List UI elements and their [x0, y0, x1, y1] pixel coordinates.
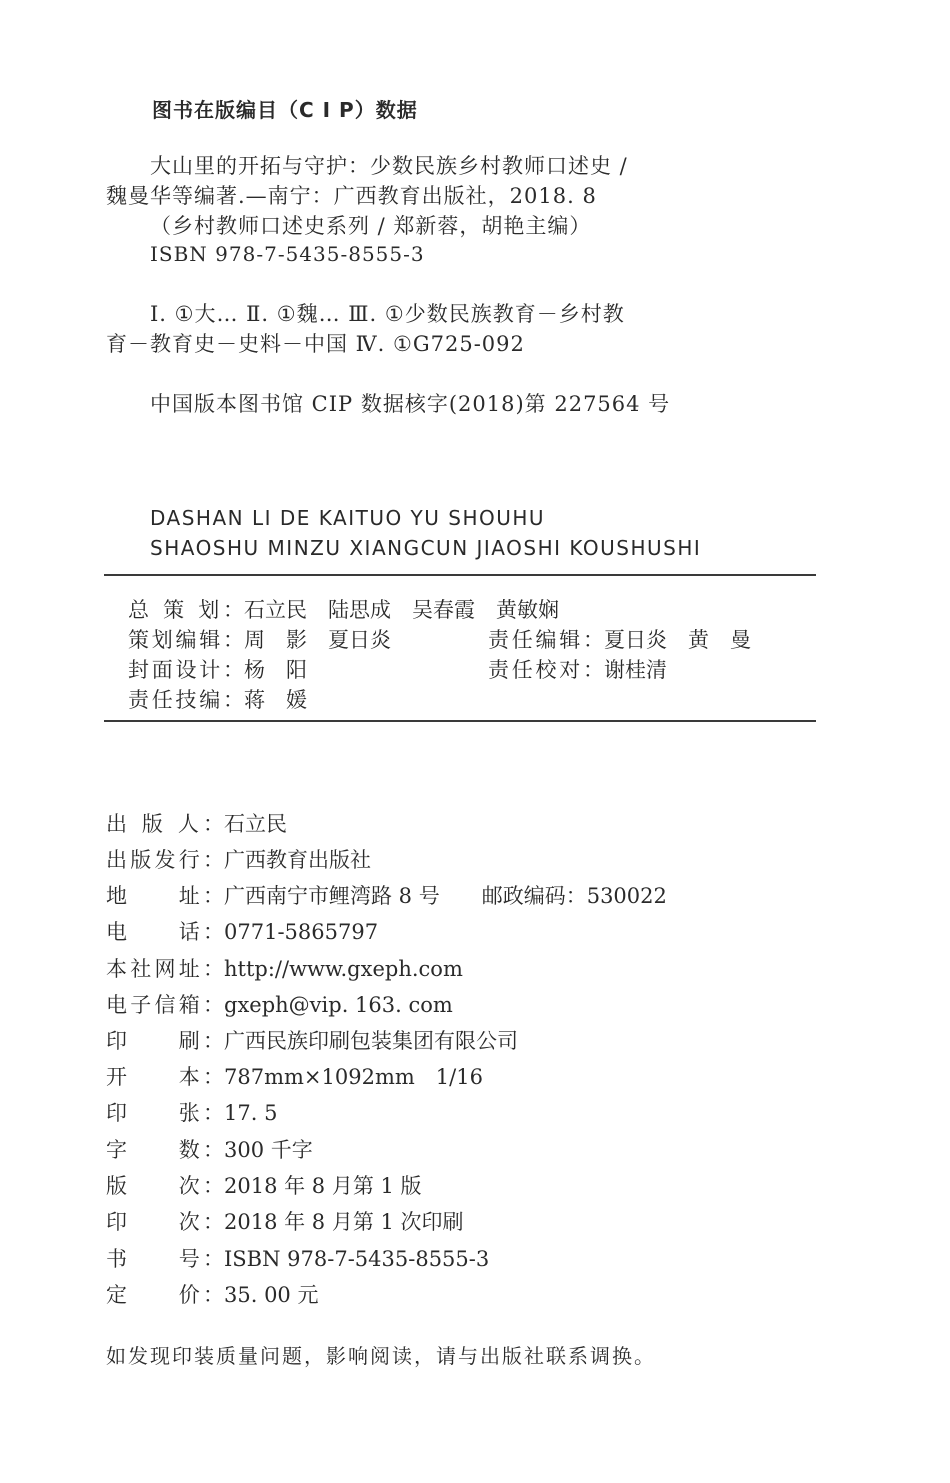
credit-technical-editor-label: 责任技编：	[128, 688, 244, 712]
credit-planner	[128, 594, 559, 624]
pub-label: 印 次：	[106, 1210, 224, 1234]
pub-row	[106, 1279, 318, 1309]
pub-label: 定 价：	[106, 1283, 224, 1307]
cip-title-line: 大山里的开拓与守护：少数民族乡村教师口述史 /	[150, 154, 628, 178]
pub-row	[106, 1243, 489, 1273]
pub-row	[106, 1025, 518, 1055]
cip-series-line: （乡村教师口述史系列 / 郑新蓉，胡艳主编）	[150, 214, 592, 238]
pub-label: 本社网址：	[106, 957, 224, 981]
pub-value: gxeph@vip. 163. com	[224, 993, 453, 1017]
pub-row	[106, 1097, 277, 1127]
pub-label: 地 址：	[106, 884, 224, 908]
pub-label: 电子信箱：	[106, 993, 224, 1017]
pub-row	[106, 1170, 422, 1200]
pinyin-title-line-2: SHAOSHU MINZU XIANGCUN JIAOSHI KOUSHUSHI	[150, 536, 702, 560]
pub-value: 广西教育出版社	[224, 848, 371, 872]
credit-technical-editor	[128, 684, 307, 714]
credit-proofreader	[488, 654, 667, 684]
cip-author-line: 魏曼华等编著.—南宁：广西教育出版社，2018. 8	[106, 184, 597, 208]
credit-planner-value: 石立民 陆思成 吴春霞 黄敏娴	[244, 598, 559, 622]
pub-row	[106, 880, 667, 910]
credit-proofreader-value: 谢桂清	[604, 658, 667, 682]
pub-value: 广西南宁市鲤湾路 8 号 邮政编码：530022	[224, 884, 667, 908]
credit-proofreader-label: 责任校对：	[488, 658, 604, 682]
credit-cover-design-value: 杨 阳	[244, 658, 307, 682]
pub-row	[106, 989, 453, 1019]
pub-row	[106, 1206, 464, 1236]
pub-row	[106, 1134, 313, 1164]
pub-row	[106, 808, 287, 838]
pub-label: 印 张：	[106, 1101, 224, 1125]
divider-top	[104, 574, 816, 576]
pub-label: 版 次：	[106, 1174, 224, 1198]
quality-notice: 如发现印装质量问题，影响阅读，请与出版社联系调换。	[106, 1344, 656, 1368]
cip-header: 图书在版编目（C I P）数据	[152, 98, 418, 122]
credit-responsible-editor	[488, 624, 751, 654]
pub-label: 字 数：	[106, 1138, 224, 1162]
credit-planner-label: 总 策 划：	[128, 598, 244, 622]
pub-value: http://www.gxeph.com	[224, 957, 463, 981]
cip-record-number: 中国版本图书馆 CIP 数据核字(2018)第 227564 号	[150, 392, 671, 416]
pub-row	[106, 953, 463, 983]
pub-value: 0771-5865797	[224, 920, 379, 944]
pub-row	[106, 844, 371, 874]
pinyin-title-line-1: DASHAN LI DE KAITUO YU SHOUHU	[150, 506, 546, 530]
pub-label: 开 本：	[106, 1065, 224, 1089]
credit-responsible-editor-label: 责任编辑：	[488, 628, 604, 652]
divider-bottom	[104, 720, 816, 722]
pub-value: 2018 年 8 月第 1 次印刷	[224, 1210, 464, 1234]
credit-responsible-editor-value: 夏日炎 黄 曼	[604, 628, 751, 652]
pub-label: 出 版 人：	[106, 812, 224, 836]
credit-technical-editor-value: 蒋 媛	[244, 688, 307, 712]
pub-value: 35. 00 元	[224, 1283, 319, 1307]
credit-cover-design	[128, 654, 307, 684]
cip-classification-line-2: 育－教育史－史料－中国 Ⅳ. ①G725-092	[106, 332, 525, 356]
credit-editor-label: 策划编辑：	[128, 628, 244, 652]
pub-label: 出版发行：	[106, 848, 224, 872]
cip-isbn: ISBN 978-7-5435-8555-3	[150, 242, 425, 266]
pub-value: 300 千字	[224, 1138, 313, 1162]
pub-value: 2018 年 8 月第 1 版	[224, 1174, 422, 1198]
pub-value: 787mm×1092mm 1/16	[224, 1065, 483, 1089]
pub-label: 电 话：	[106, 920, 224, 944]
pub-label: 书 号：	[106, 1247, 224, 1271]
pub-value: 石立民	[224, 812, 287, 836]
pub-value: 广西民族印刷包装集团有限公司	[224, 1029, 518, 1053]
credit-editor	[128, 624, 391, 654]
pub-row	[106, 1061, 483, 1091]
pub-value: ISBN 978-7-5435-8555-3	[224, 1247, 490, 1271]
cip-classification-line-1: Ⅰ. ①大… Ⅱ. ①魏… Ⅲ. ①少数民族教育－乡村教	[150, 302, 625, 326]
credit-cover-design-label: 封面设计：	[128, 658, 244, 682]
pub-value: 17. 5	[224, 1101, 278, 1125]
pub-row	[106, 916, 378, 946]
credit-editor-value: 周 影 夏日炎	[244, 628, 391, 652]
pub-label: 印 刷：	[106, 1029, 224, 1053]
